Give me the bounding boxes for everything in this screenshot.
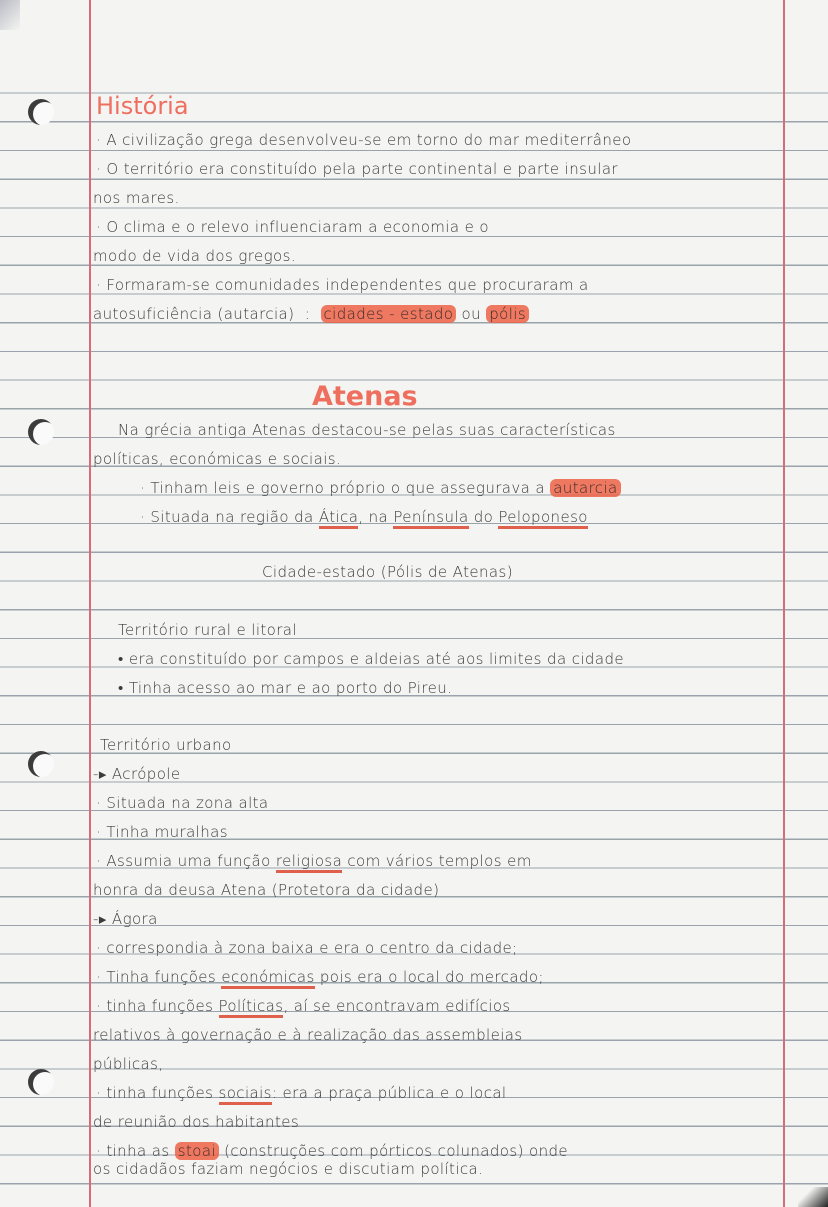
text: : era a praça pública e o local (271, 1084, 507, 1102)
highlight-cidades-estado: cidades - estado (321, 305, 457, 323)
text-line (140, 508, 588, 526)
highlight-autarcia: autarcia (550, 479, 620, 497)
text-line: · O clima e o relevo influenciaram a economia e o (96, 218, 490, 236)
binder-hole-icon (28, 751, 54, 777)
text-line (140, 479, 621, 497)
atenas-title: Atenas (312, 381, 418, 412)
section-heading: Território rural e litoral (118, 621, 297, 639)
historia-title: História (96, 92, 189, 120)
binder-hole-icon (28, 419, 54, 445)
text-line: de reunião dos habitantes (93, 1113, 300, 1131)
page-corner-shadow (798, 1187, 828, 1207)
underline-economicas: económicas (221, 968, 314, 989)
subheading-acropole: -▸ Acrópole (93, 765, 181, 783)
subtitle: Cidade-estado (Pólis de Atenas) (262, 563, 513, 581)
text: · tinha as (96, 1142, 170, 1160)
text: · tinha funções (96, 997, 214, 1015)
list-item: • era constituído por campos e aldeias até aos limites da cidade (118, 650, 624, 668)
text: (construções com pórticos colunados) onde (224, 1142, 569, 1160)
text: do (473, 508, 494, 526)
list-item (96, 852, 532, 870)
text: pois era o local do mercado; (319, 968, 544, 986)
list-item: • Tinha acesso ao mar e ao porto do Pireu. (118, 679, 453, 697)
underline-peninsula: Península (393, 508, 468, 529)
right-margin-line (783, 0, 785, 1207)
section-heading: Território urbano (100, 736, 232, 754)
text: · Tinham leis e governo próprio o que assegurava a (140, 479, 546, 497)
underline-politicas: Políticas (219, 997, 284, 1018)
underline-peloponeso: Peloponeso (498, 508, 588, 529)
text: com vários templos em (347, 852, 532, 870)
list-item (96, 1142, 568, 1160)
text: , na (358, 508, 389, 526)
text: · tinha funções (96, 1084, 214, 1102)
binder-hole-icon (28, 1069, 54, 1095)
highlight-polis: pólis (486, 305, 529, 323)
left-margin-line (89, 0, 91, 1207)
underline-atica: Ática (319, 508, 359, 529)
list-item: · correspondia à zona baixa e era o centro da cidade; (96, 939, 518, 957)
text: · Situada na região da (140, 508, 314, 526)
list-item (96, 997, 511, 1015)
underline-sociais: sociais (219, 1084, 272, 1105)
text-line: Na grécia antiga Atenas destacou-se pelas suas características (118, 421, 616, 439)
highlight-stoai: stoai (175, 1142, 219, 1160)
text: , aí se encontravam edifícios (283, 997, 511, 1015)
text: · Assumia uma função (96, 852, 271, 870)
page-corner-shadow (0, 0, 20, 30)
list-item (96, 968, 544, 986)
text-line: políticas, económicas e sociais. (93, 450, 342, 468)
list-item: · Situada na zona alta (96, 794, 269, 812)
binder-hole-icon (28, 99, 54, 125)
text-line: · A civilização grega desenvolveu-se em torno do mar mediterrâneo (96, 131, 632, 149)
text-line: modo de vida dos gregos. (93, 247, 297, 265)
underline-religiosa: religiosa (276, 852, 342, 873)
list-item (96, 1084, 507, 1102)
text-line: honra da deusa Atena (Protetora da cidade) (93, 881, 440, 899)
text-line: · Formaram-se comunidades independentes que procuraram a (96, 276, 589, 294)
text-line: relativos à governação e à realização das assembleias (93, 1026, 523, 1044)
subheading-agora: -▸ Ágora (93, 910, 158, 928)
list-item: · Tinha muralhas (96, 823, 228, 841)
text-line: públicas, (93, 1055, 164, 1073)
text-line: · O território era constituído pela parte continental e parte insular (96, 160, 618, 178)
text: ou (461, 305, 482, 323)
text: · Tinha funções (96, 968, 217, 986)
text-line: autosuficiência (autarcia) : cidades - estado ou pólis (93, 305, 529, 323)
text: autosuficiência (autarcia) (93, 305, 295, 323)
text-line: os cidadãos faziam negócios e discutiam política. (93, 1160, 484, 1178)
text-line: nos mares. (93, 189, 180, 207)
